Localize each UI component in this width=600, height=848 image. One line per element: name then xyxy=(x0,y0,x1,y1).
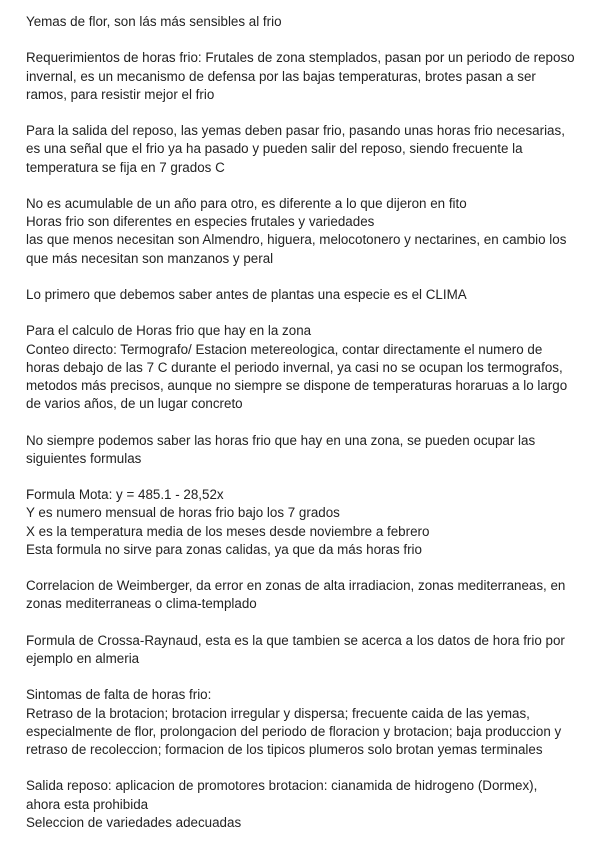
text-line: invernal, es un mecanismo de defensa por las bajas temperaturas, brotes pasan a ser xyxy=(26,68,536,84)
text-line: ejemplo en almeria xyxy=(26,650,140,666)
text-line: Formula de Crossa-Raynaud, esta es la que tambien se acerca a los datos de hora frio por xyxy=(26,632,565,648)
text-line: especialmente de flor, prolongacion del periodo de floracion y brotacion; baja produccion y xyxy=(26,723,562,739)
text-line: zonas mediterraneas o clima-templado xyxy=(26,596,257,612)
text-line: Para la salida del reposo, las yemas deben pasar frio, pasando unas horas frio necesarias, xyxy=(26,123,565,139)
paragraph xyxy=(26,195,576,268)
text-line: que más necesitan son manzanos y peral xyxy=(26,250,274,266)
paragraph xyxy=(26,686,576,759)
text-line: retraso de recoleccion; formacion de los tipicos plumeros solo brotan yemas terminales xyxy=(26,741,543,757)
text-line: Esta formula no sirve para zonas calidas, ya que da más horas frio xyxy=(26,541,422,557)
text-line: Seleccion de variedades adecuadas xyxy=(26,814,242,830)
text-line: de varios años, de un lugar concreto xyxy=(26,396,243,412)
text-line: horas debajo de las 7 C durante el periodo invernal, ya casi no se ocupan los termografos, xyxy=(26,359,563,375)
text-line: Y es numero mensual de horas frio bajo los 7 grados xyxy=(26,505,340,521)
text-line: Conteo directo: Termografo/ Estacion metereologica, contar directamente el numero de xyxy=(26,341,543,357)
text-line: metodos más precisos, aunque no siempre se dispone de temperaturas horaruas a lo largo xyxy=(26,377,568,393)
text-line: Formula Mota: y = 485.1 - 28,52x xyxy=(26,487,224,503)
text-line: ramos, para resistir mejor el frio xyxy=(26,86,215,102)
text-line: Para el calculo de Horas frio que hay en la zona xyxy=(26,323,312,339)
text-line: Sintomas de falta de horas frio: xyxy=(26,687,212,703)
text-line: No es acumulable de un año para otro, es diferente a lo que dijeron en fito xyxy=(26,195,467,211)
paragraph xyxy=(26,632,576,668)
text-line: es una señal que el frio ya ha pasado y pueden salir del reposo, siendo frecuente la xyxy=(26,141,523,157)
paragraph xyxy=(26,486,576,559)
text-line: Salida reposo: aplicacion de promotores brotacion: cianamida de hidrogeno (Dormex), xyxy=(26,778,538,794)
text-line: temperatura se fija en 7 grados C xyxy=(26,159,225,175)
paragraph xyxy=(26,49,576,104)
text-line: las que menos necesitan son Almendro, higuera, melocotonero y nectarines, en cambio los xyxy=(26,232,567,248)
paragraph xyxy=(26,13,576,31)
paragraph xyxy=(26,286,576,304)
text-line: Requerimientos de horas frio: Frutales de zona stemplados, pasan por un periodo de reposo xyxy=(26,50,575,66)
text-line: Retraso de la brotacion; brotacion irregular y dispersa; frecuente caida de las yemas, xyxy=(26,705,530,721)
text-line: X es la temperatura media de los meses desde noviembre a febrero xyxy=(26,523,430,539)
paragraph xyxy=(26,122,576,177)
text-line: No siempre podemos saber las horas frio que hay en una zona, se pueden ocupar las xyxy=(26,432,536,448)
text-line: Horas frio son diferentes en especies frutales y variedades xyxy=(26,214,375,230)
paragraph xyxy=(26,777,576,832)
paragraph xyxy=(26,322,576,413)
text-line: ahora esta prohibida xyxy=(26,796,149,812)
text-line: Correlacion de Weimberger, da error en zonas de alta irradiacion, zonas mediterraneas, en xyxy=(26,578,566,594)
text-line: Lo primero que debemos saber antes de plantas una especie es el CLIMA xyxy=(26,286,467,302)
paragraph xyxy=(26,577,576,613)
text-line: siguientes formulas xyxy=(26,450,142,466)
paragraph xyxy=(26,432,576,468)
text-line: Yemas de flor, son lás más sensibles al frio xyxy=(26,14,282,29)
